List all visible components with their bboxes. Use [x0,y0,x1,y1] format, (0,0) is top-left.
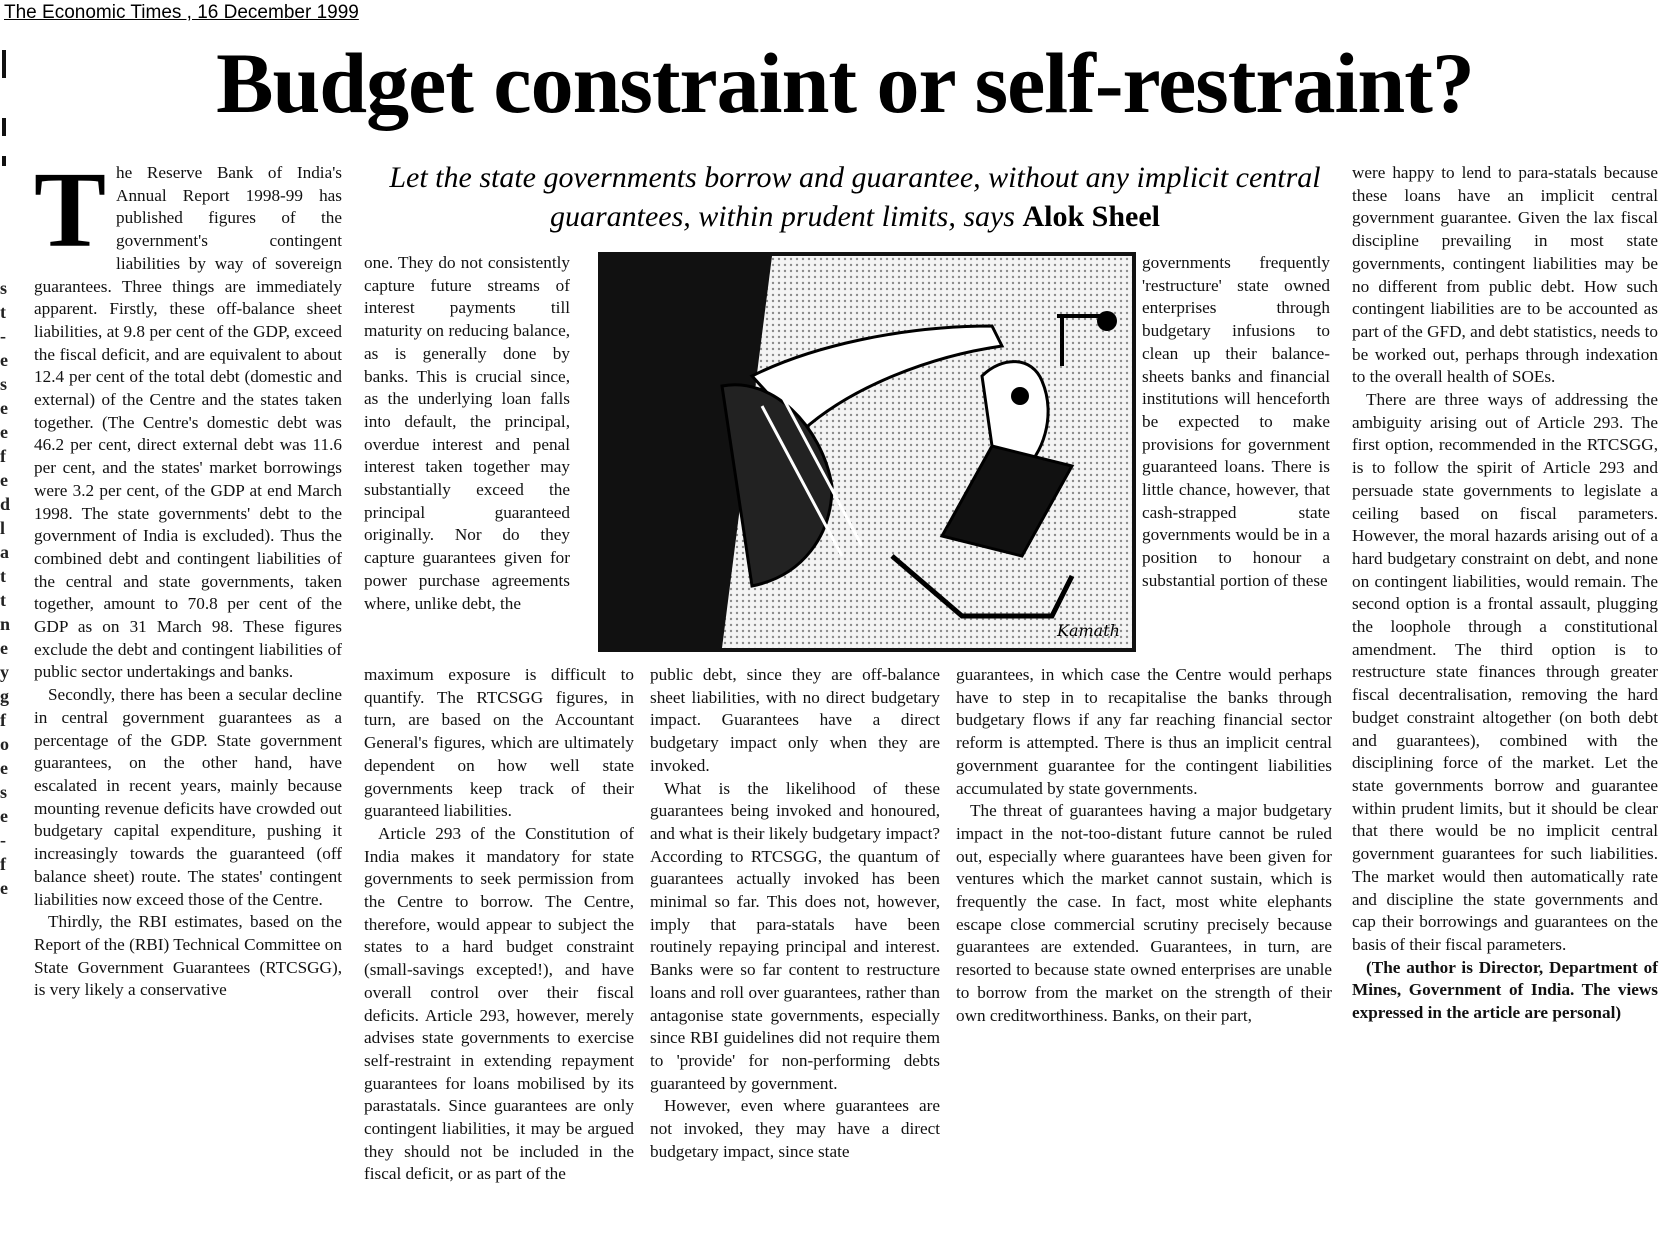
edge-letter: s [0,278,8,298]
edge-letter: s [0,782,8,802]
paragraph: public debt, since they are off-balance sheet liabilities, with no direct budgetary impact. Guarantees have a direct budgetary impact only when they are invoked. [650,665,940,775]
headline: Budget constraint or self-restraint? [216,35,1474,131]
paragraph-text: he Reserve Bank of India's Annual Report 1998-99 has published figures of the government's contingent liabilities by way of sovereign guarantees. Three things are immediately apparent. Firstly, these off-balance sheet liabilities, at 9.8 per cent of the GDP, exceed the fiscal deficit, and are equivalent to about 12.4 per cent of the total debt (domestic and external) of the Centre and the states taken together. (The Centre's domestic debt was 46.2 per cent, direct external debt was 11.6 per cent, and the states' market borrowings were 3.2 per cent, of the GDP at end March 1998. The state governments' debt to the government of India is excluded). Thus the combined debt and contingent liabilities of the central and state governments, taken together, amount to 70.8 per cent of the GDP as on 31 March 98. These figures exclude the debt and contingent liabilities of public sector undertakings and banks. [34,163,342,682]
edge-letter: e [0,878,8,898]
cartoon-illustration-icon [602,256,1132,648]
column-2-top [364,252,570,615]
paragraph: guarantees, in which case the Centre would perhaps have to step in to recapitalise the banks through budgetary flows if any far reaching financial sector reform is attempted. There is thus an implicit central government guarantee for the contingent liabilities accumulated by state governments. [956,665,1332,798]
column-4-top [1142,252,1330,593]
edge-letter: y [0,662,9,682]
deck [360,158,1350,236]
edge-letter: e [0,350,8,370]
paragraph: Secondly, there has been a secular decline in central government guarantees as a percentage of the GDP. State government guarantees, on the other hand, have escalated in recent years, mainly because mounting revenue deficits have crowded out budgetary capital expenditure, pushing it increasingly towards the guaranteed (off balance sheet) route. The states' contingent liabilities now exceed those of the Centre. [34,685,342,909]
edge-letter: t [0,566,6,586]
paragraph: Thirdly, the RBI estimates, based on the Report of the (RBI) Technical Committee on State Government Guarantees (RTCSGG), is very likely a conservative [34,912,342,1000]
column-3 [650,664,940,1163]
edge-letter: - [0,830,6,850]
column-5 [1352,162,1658,1025]
column-1 [34,151,342,1002]
paragraph: maximum exposure is difficult to quantify. The RTCSGG figures, in turn, are based on the Accountant General's figures, which are ultimately dependent on how well state governments keep track of their guaranteed liabilities. [364,665,634,821]
ball-shape [1097,311,1117,331]
adjacent-column-edge [0,40,14,1240]
illustration-signature: Kamath [1057,621,1120,640]
column-2-bottom [364,664,634,1186]
deck-text: Let the state governments borrow and guarantee, without any implicit central guarantees, within prudent limits, says [389,161,1321,233]
drop-cap: T [34,151,107,270]
edge-letter: l [0,518,6,538]
edge-letter: e [0,758,8,778]
edge-letter: t [0,590,6,610]
edge-letter: f [0,446,6,466]
column-4-bottom [956,664,1332,1027]
edge-letter: o [0,734,9,754]
edge-letter: f [0,710,6,730]
paragraph: There are three ways of addressing the ambiguity arising out of Article 293. The first option, recommended in the RTCSGG, is to follow the spirit of Article 293 and persuade state governments to legislate a ceiling based on fiscal parameters. However, the moral hazards arising out of a hard budgetary constraint on debt, and none on contingent liabilities, would remain. The second option is a frontal assault, plugging the loophole through a constitutional amendment. The third option is to restructure state finances through greater fiscal decentralisation, removing the hard budget constraint altogether (on both debt and guarantees), combined with the disciplining force of the market. Let the state governments borrow and guarantee within prudent limits, but it should be clear that there would be no implicit central government guarantees for such liabilities. The market would then automatically rate and discipline the state governments and cap their borrowings and guarantees on the basis of their fiscal parameters. [1352,390,1658,954]
paragraph: one. They do not consistently capture future streams of interest payments till maturity on reducing balance, as is generally done by banks. This is crucial since, as the underlying loan falls into default, the principal, overdue interest and penal interest taken together may substantially exceed the principal guaranteed originally. Nor do they capture guarantees given for power purchase agreements where, unlike debt, the [364,253,570,613]
edge-letter: e [0,638,8,658]
edge-letter-list [0,276,14,900]
edge-letter: d [0,494,11,514]
edge-letter: e [0,470,8,490]
edge-letter: - [0,326,6,346]
edge-letter: s [0,374,8,394]
source-line[interactable]: The Economic Times , 16 December 1999 [4,2,359,23]
paragraph: Article 293 of the Constitution of India makes it mandatory for state governments to seek permission from the Centre to borrow. The Centre, therefore, would appear to subject the states to a hard budget constraint (small-savings excepted!), and have overall control over their fiscal deficits. Article 293, however, merely advises state governments to exercise self-restraint in extending repayment guarantees for loans mobilised by its parastatals. Since guarantees are only contingent liabilities, it may be argued they should not be included in the fiscal deficit, or as part of the [364,823,634,1184]
deck-author: Alok Sheel [1022,200,1161,233]
edge-letter: g [0,686,9,706]
paragraph: However, even where guarantees are not invoked, they may have a direct budgetary impact, since state [650,1096,940,1161]
paragraph: What is the likelihood of these guarantees being invoked and honoured, and what is their likely budgetary impact? According to RTCSGG, the quantum of guarantees actually invoked has been minimal so far. This does not, however, imply that para-statals have been routinely repaying principal and interest. Banks were so far content to restructure loans and roll over guarantees, rather than antagonise state governments, especially since RBI guidelines did not require them to 'provide' for non-performing debts guaranteed by government. [650,778,940,1093]
paragraph: governments frequently 'restructure' state owned enterprises through budgetary infusions to clean up their balance-sheets banks and financial institutions will henceforth be expected to make provisions for government guaranteed loans. There is little chance, however, that cash-strapped state governments would be in a position to honour a substantial portion of these [1142,253,1330,590]
edge-rule [2,156,6,166]
edge-letter: f [0,854,6,874]
edge-letter: a [0,542,9,562]
paragraph: The threat of guarantees having a major budgetary impact in the not-too-distant future cannot be ruled out, especially where guarantees have been given for ventures which the market cannot sustain, which is frequently the case. In fact, most white elephants escape close commercial scrutiny precisely because guarantees are extended. Guarantees, in turn, are resorted to because state owned enterprises are unable to borrow from the market on the strength of their own creditworthiness. Banks, on their part, [956,801,1332,1025]
cartoon-illustration [598,252,1136,652]
edge-letter: t [0,302,6,322]
edge-letter: e [0,398,8,418]
edge-letter: e [0,806,8,826]
edge-letter: n [0,614,11,634]
edge-letter: e [0,422,8,442]
author-note: (The author is Director, Department of Mines, Government of India. The views expressed in the article are personal) [1352,957,1658,1023]
edge-rule [2,118,6,136]
small-figure-eye [1011,387,1029,405]
edge-rule [2,50,6,78]
paragraph-lead [34,151,342,684]
paragraph: were happy to lend to para-statals because these loans have an implicit central government guarantee. Given the lax fiscal discipline prevailing in most state governments, contingent liabilities may be no different from public debt. How such contingent liabilities are to be accounted as part of the GFD, and debt statistics, needs to be worked out, perhaps through indexation to the overall health of SOEs. [1352,163,1658,387]
